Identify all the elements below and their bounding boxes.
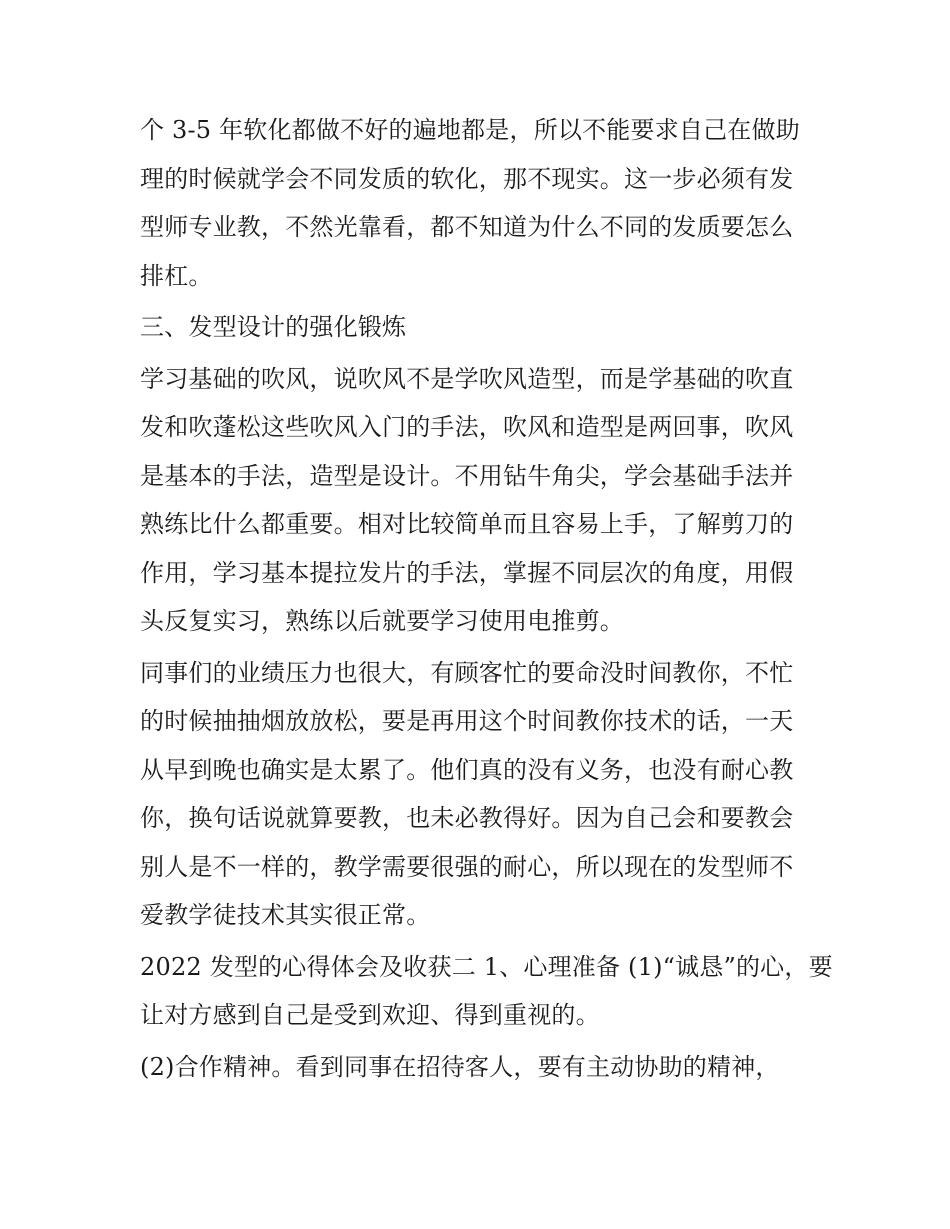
text-line: 2022 发型的心得体会及收获二 1、心理准备 (1)“诚恳”的心，要 — [140, 952, 833, 981]
section-heading: 三、发型设计的强化锻炼 — [140, 313, 407, 341]
text-line: 的时候抽抽烟放放松，要是再用这个时间教你技术的话，一天 — [140, 707, 794, 735]
text-line: 头反复实习，熟练以后就要学习使用电推剪。 — [140, 607, 624, 635]
text-line: 别人是不一样的，教学需要很强的耐心，所以现在的发型师不 — [140, 852, 794, 881]
text-line: 同事们的业绩压力也很大，有顾客忙的要命没时间教你，不忙 — [140, 658, 794, 687]
text-line: 排杠。 — [140, 261, 213, 290]
text-line: 发和吹蓬松这些吹风入门的手法，吹风和造型是两回事，吹风 — [140, 413, 794, 441]
text-line: 让对方感到自己是受到欢迎、得到重视的。 — [140, 1001, 600, 1029]
text-line: 学习基础的吹风，说吹风不是学吹风造型，而是学基础的吹直 — [140, 364, 794, 393]
text-line: 你，换句话说就算要教，也未必教得好。因为自己会和要教会 — [140, 804, 794, 832]
text-line: 爱教学徒技术其实很正常。 — [140, 901, 431, 929]
text-line: 从早到晚也确实是太累了。他们真的没有义务，也没有耐心教 — [140, 755, 794, 784]
text-line: 理的时候就学会不同发质的软化，那不现实。这一步必须有发 — [140, 164, 794, 193]
text-line: 个 3-5 年软化都做不好的遍地都是，所以不能要求自己在做助 — [140, 116, 800, 144]
text-line: 型师专业教，不然光靠看，都不知道为什么不同的发质要怎么 — [140, 213, 794, 241]
document-body — [140, 106, 833, 1091]
text-line: 作用，学习基本提拉发片的手法，掌握不同层次的角度，用假 — [140, 558, 794, 587]
text-line: 是基本的手法，造型是设计。不用钻牛角尖，学会基础手法并 — [140, 461, 794, 490]
text-line: (2)合作精神。看到同事在招待客人，要有主动协助的精神， — [140, 1052, 780, 1081]
text-line: 熟练比什么都重要。相对比较简单而且容易上手，了解剪刀的 — [140, 510, 794, 538]
